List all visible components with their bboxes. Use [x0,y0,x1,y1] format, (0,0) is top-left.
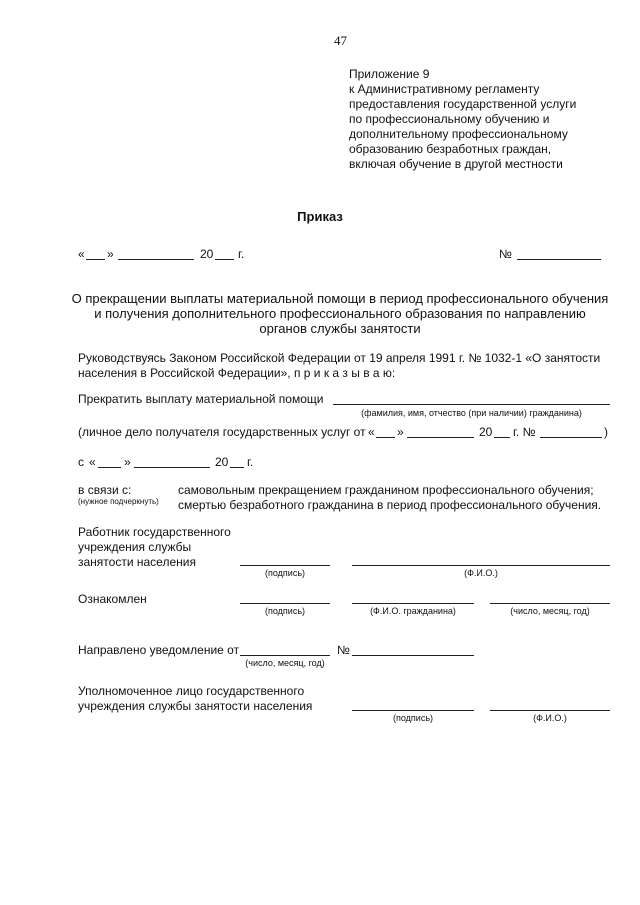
appendix-line: включая обучение в другой местности [349,157,563,171]
employee-line: Работник государственного [78,525,231,539]
appendix-line: по профессиональному обучению и [349,112,550,126]
case-close-paren: ) [604,425,608,439]
citizen-name-hint: (фамилия, имя, отчество (при наличии) гражданина) [361,408,582,418]
employee-signature-hint: (подпись) [264,568,306,578]
order-year-field[interactable] [215,259,234,260]
since-month-field[interactable] [134,467,210,468]
subject-line: О прекращении выплаты материальной помощи в период профессионального обучения [71,291,609,306]
order-month-field[interactable] [118,259,194,260]
order-date-open-quote: « [78,247,85,261]
notice-number-field[interactable] [352,655,474,656]
order-day-field[interactable] [86,259,105,260]
employee-line: учреждения службы [78,540,192,554]
case-prefix: (личное дело получателя государственных услуг от [78,425,366,439]
reason-option-self-termination[interactable]: самовольным прекращением гражданином профессионального обучения; [178,483,594,497]
since-date-close-quote: » [124,455,131,469]
case-date-open-quote: « [368,425,375,439]
notice-date-hint: (число, месяц, год) [245,658,325,668]
since-year-field[interactable] [230,467,244,468]
order-number-field[interactable] [517,259,601,260]
notice-date-field[interactable] [240,655,330,656]
acquainted-name-field[interactable] [352,603,474,604]
authorized-name-hint: (Ф.И.О.) [533,713,567,723]
appendix-line: дополнительному профессиональному [349,127,568,141]
stop-payment-label: Прекратить выплату материальной помощи [78,392,324,406]
notice-number-sign: № [337,643,350,657]
order-year-prefix: 20 [200,247,214,261]
appendix-line: предоставления государственной услуги [349,97,577,111]
acquainted-signature-field[interactable] [240,603,330,604]
page-number: 47 [334,33,347,48]
basis-line: Руководствуясь Законом Российской Федерации от 19 апреля 1991 г. № 1032-1 «О занятости [78,351,601,365]
subject-line: органов службы занятости [259,321,421,336]
acquainted-name-hint: (Ф.И.О. гражданина) [370,606,456,616]
case-date-close-quote: » [397,425,404,439]
reason-hint: (нужное подчеркнуть) [78,497,159,506]
case-year-prefix: 20 [479,425,493,439]
employee-name-hint: (Ф.И.О.) [464,568,498,578]
appendix-line: к Административному регламенту [349,82,540,96]
appendix-line: Приложение 9 [349,67,430,81]
since-day-field[interactable] [98,467,121,468]
case-year-field[interactable] [494,437,510,438]
since-date-open-quote: « [89,455,96,469]
employee-signature-field[interactable] [240,565,330,566]
order-title: Приказ [297,209,343,224]
subject-line: и получения дополнительного профессионального образования по направлению [94,306,586,321]
since-year-prefix: 20 [215,455,229,469]
notice-label: Направлено уведомление от [78,643,240,657]
basis-line: населения в Российской Федерации», п р и к а з ы в а ю: [78,366,396,380]
authorized-signature-hint: (подпись) [392,713,434,723]
acquainted-date-field[interactable] [490,603,610,604]
authorized-line: Уполномоченное лицо государственного [78,684,305,698]
citizen-name-field[interactable] [333,404,610,405]
case-year-suffix: г. № [513,425,536,439]
employee-line: занятости населения [78,555,196,569]
case-day-field[interactable] [376,437,395,438]
since-year-suffix: г. [247,455,254,469]
authorized-name-field[interactable] [490,710,610,711]
acquainted-date-hint: (число, месяц, год) [510,606,590,616]
since-prefix: с [78,455,84,469]
authorized-line: учреждения службы занятости населения [78,699,313,713]
reason-label: в связи с: [78,483,132,497]
acquainted-label: Ознакомлен [78,592,147,606]
order-date-close-quote: » [107,247,114,261]
case-number-field[interactable] [540,437,602,438]
acquainted-signature-hint: (подпись) [264,606,306,616]
order-year-suffix: г. [238,247,245,261]
employee-name-field[interactable] [352,565,610,566]
reason-option-death[interactable]: смертью безработного гражданина в период профессионального обучения. [178,498,602,512]
appendix-line: образованию безработных граждан, [349,142,552,156]
authorized-signature-field[interactable] [352,710,474,711]
case-month-field[interactable] [407,437,474,438]
order-number-sign: № [499,247,512,261]
